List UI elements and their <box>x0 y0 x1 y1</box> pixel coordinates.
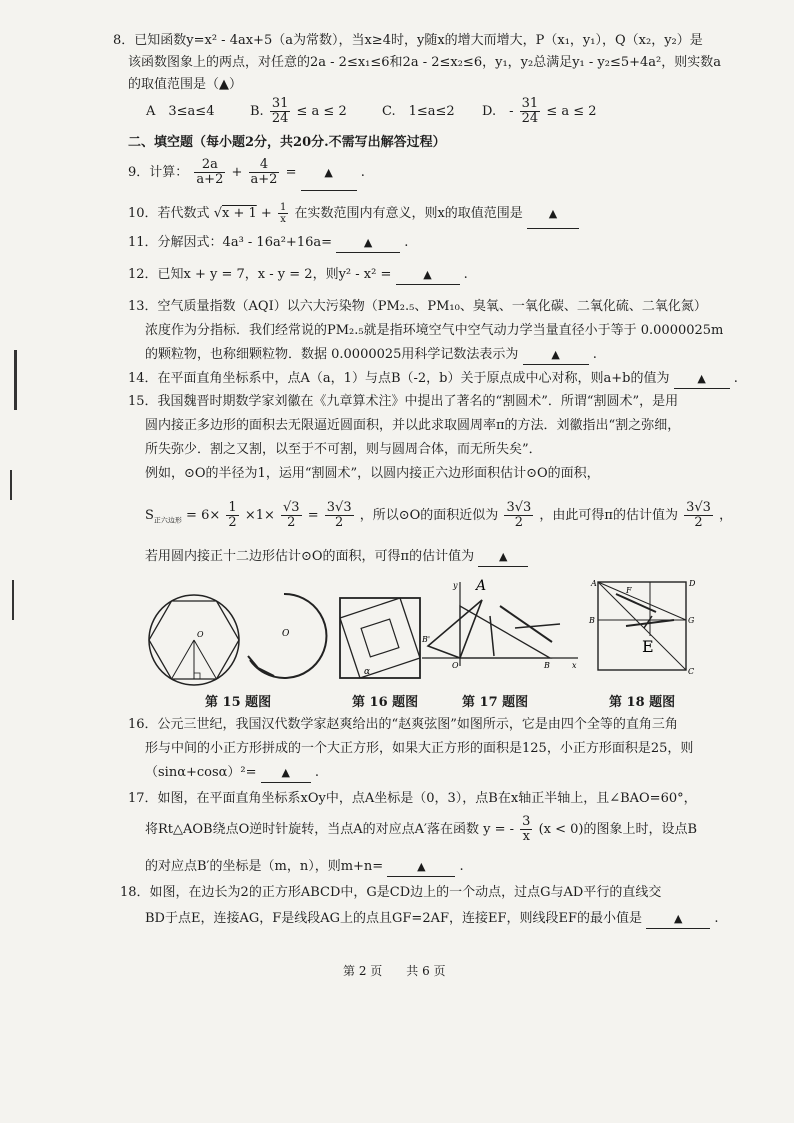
fig17-label-A: A <box>476 578 487 594</box>
q15-formula <box>145 496 732 536</box>
q15-half-den: 2 <box>228 515 237 530</box>
q12 <box>128 266 468 285</box>
fig18-label-E: E <box>642 637 654 656</box>
q17-line2b: (x < 0)的图象上时，设点B <box>538 822 698 837</box>
q15-s-eq: = 6× <box>186 508 221 523</box>
figure-15 <box>146 592 242 688</box>
q9-f2-den: a+2 <box>250 172 278 187</box>
fig16-hyp-4 <box>340 618 360 678</box>
q17-line3-text: 的对应点B′的坐标是（m，n），则m+n= <box>145 859 384 874</box>
q13-line3 <box>145 346 597 365</box>
q15-line3: 所失弥少．割之又割，以至于不可割，则与圆周合体，而无所失矣”． <box>145 442 542 457</box>
q8-line2: 该函数图象上的两点，对任意的2a - 2≤x₁≤6和2a - 2≤x₂≤6，y₁，y₂总满足y₁ - y₂≤5+4a²，则实数a <box>128 55 722 70</box>
q15-r33-den-1: 2 <box>335 515 344 530</box>
fig18-label-D: D <box>689 579 696 588</box>
q18-line2 <box>145 910 718 929</box>
q15-half <box>226 501 238 530</box>
q9-end: . <box>360 165 365 180</box>
q9-f2-num: 4 <box>249 158 280 173</box>
q15-line1: 15．我国魏晋时期数学家刘徽在《九章算术注》中提出了著名的“割圆术”．所谓“割圆术”，是用 <box>128 394 679 409</box>
q13-line3-text: 的颗粒物，也称细颗粒物．数据 0.0000025用科学记数法表示为 <box>145 347 519 362</box>
q11 <box>128 234 408 253</box>
fig16-label-O: O <box>282 629 290 639</box>
q17-line2 <box>145 812 697 848</box>
caption-fig17: 第 17 题图 <box>462 695 529 710</box>
q17-line1: 17．如图，在平面直角坐标系xOy中，点A坐标是（0，3），点B在x轴正半轴上，且∠BAO=60°， <box>128 791 697 806</box>
q13-end: . <box>592 347 597 362</box>
fig18-diagonal-BD <box>598 582 686 670</box>
q8-option-d-label: D. - <box>482 104 514 119</box>
q15-r3-num: √3 <box>283 500 300 515</box>
q10-fraction <box>278 202 288 225</box>
q16-answer-blank[interactable]: ▲ <box>261 764 311 783</box>
figure-16 <box>338 596 422 680</box>
fig16-outer-square <box>340 598 420 678</box>
q14-text: 14．在平面直角坐标系中，点A（a，1）与点B（-2，b）关于原点成中心对称，则a+b的值为 <box>128 371 670 386</box>
q14-end: . <box>733 371 738 386</box>
q15-r3-den: 2 <box>287 515 296 530</box>
q9-f1-den: a+2 <box>196 172 224 187</box>
fig16-hyp-2 <box>400 598 420 658</box>
q16-line3-text: （sinα+cosα）²= <box>145 765 257 780</box>
scan-mark <box>10 470 12 500</box>
q15-r33-frac-1 <box>325 501 354 530</box>
q8-option-d-den: 24 <box>521 111 539 126</box>
caption-fig16: 第 16 题图 <box>352 695 419 710</box>
q13-line1: 13．空气质量指数（AQI）以六大污染物（PM₂.₅、PM₁₀、臭氧、一氧化碳、二氧化硫、二氧化氮） <box>128 299 707 314</box>
q16-line1: 16．公元三世纪，我国汉代数学家赵爽给出的“赵爽弦图”如图所示，它是由四个全等的直角三角 <box>128 717 678 732</box>
q18-answer-blank[interactable]: ▲ <box>646 910 710 929</box>
q15-line6 <box>145 548 528 567</box>
q15-line2: 圆内接正多边形的面积去无限逼近圆面积，并以此求取圆周率π的方法．刘徽指出“割之弥细， <box>145 418 681 433</box>
fig17-label-Bprime: B' <box>422 635 431 644</box>
q15-r3-frac <box>281 501 302 530</box>
q15-line6-text: 若用圆内接正十二边形估计⊙O的面积，可得π的估计值为 <box>145 549 475 564</box>
q8-option-b-den: 24 <box>271 111 289 126</box>
q8-option-d <box>482 96 597 128</box>
figure-18 <box>586 576 698 676</box>
fig17-stroke-2 <box>490 616 494 656</box>
q8-option-b-tail: ≤ a ≤ 2 <box>296 104 347 119</box>
q16-line2: 形与中间的小正方形拼成的一个大正方形，如果大正方形的面积是125，小正方形面积是25，则 <box>145 741 694 756</box>
q9-answer-blank[interactable]: ▲ <box>301 156 357 191</box>
q17-f-den: x <box>522 829 530 844</box>
fig18-segment-AG <box>598 582 686 620</box>
q17-line3 <box>145 858 464 877</box>
fig17-stroke-3 <box>515 624 560 628</box>
q8-option-b-label: B. <box>250 104 264 119</box>
fig17-label-O: O <box>452 661 459 670</box>
q15-times: ×1× <box>244 508 275 523</box>
q8-option-b <box>250 96 347 128</box>
q11-end: . <box>404 235 409 250</box>
q10-sqrt: √x + 1 <box>213 206 257 221</box>
q16-end: . <box>314 765 319 780</box>
fig16-hyp-1 <box>340 598 400 618</box>
q15-r33-den-2: 2 <box>514 515 523 530</box>
q17-f-num: 3 <box>522 814 531 829</box>
fig17-stroke-1 <box>500 606 552 642</box>
q9-f1-num: 2a <box>194 158 225 173</box>
q15-r33-den-3: 2 <box>694 515 703 530</box>
q15-r33-num-2: 3√3 <box>506 500 532 515</box>
q9-fraction-2 <box>249 158 280 187</box>
q13-line2: 浓度作为分指标．我们经常说的PM₂.₅就是指环境空气中空气动力学当量直径小于等于 0.0000025m <box>145 323 724 338</box>
q9 <box>128 156 365 190</box>
q17-answer-blank[interactable]: ▲ <box>387 858 455 877</box>
q12-text: 12．已知x + y = 7，x - y = 2，则y² - x² = <box>128 267 392 282</box>
q18-line2-text: BD于点E，连接AG，F是线段AG上的点且GF=2AF，连接EF，则线段EF的最小值是 <box>145 911 643 926</box>
fig16-inner-square <box>361 619 399 657</box>
q8-option-b-fraction <box>270 97 291 126</box>
fig16-label-alpha: α <box>364 667 371 677</box>
q18-line1: 18．如图，在边长为2的正方形ABCD中，G是CD边上的一个动点，过点G与AD平行的直线交 <box>120 885 662 900</box>
q8-line3: 的取值范围是（▲） <box>128 77 242 92</box>
q15-line4: 例如，⊙O的半径为1，运用“割圆术”，以圆内接正六边形面积估计⊙O的面积， <box>145 466 600 481</box>
q8-option-b-num: 31 <box>271 96 289 111</box>
q16-line3 <box>145 764 319 783</box>
q15-eq2: = <box>307 508 319 523</box>
q14-answer-blank[interactable]: ▲ <box>674 370 730 389</box>
q9-plus: + <box>231 165 243 180</box>
q10-answer-blank[interactable]: ▲ <box>527 200 579 229</box>
q8-option-d-tail: ≤ a ≤ 2 <box>546 104 597 119</box>
section-title: 二、填空题（每小题2分，共20分.不需写出解答过程） <box>128 135 446 150</box>
fig16-polyline <box>248 656 274 676</box>
q15-half-num: 1 <box>228 500 237 515</box>
fig17-label-y: y <box>453 581 458 590</box>
q8-option-a: A 3≤a≤4 <box>146 104 215 119</box>
q9-eq: = <box>285 165 297 180</box>
q15-mid2: ，由此可得π的估计值为 <box>539 508 678 523</box>
q15-r33-num-1: 3√3 <box>326 500 352 515</box>
q15-s-label: S <box>145 508 154 523</box>
fig15-radius-1 <box>172 640 195 679</box>
caption-fig15: 第 15 题图 <box>205 695 272 710</box>
q15-r33-frac-3 <box>684 501 713 530</box>
q18-end: . <box>714 911 719 926</box>
q8-line1: 8．已知函数y=x² - 4ax+5（a为常数），当x≥4时，y随x的增大而增大，P（x₁，y₁），Q（x₂，y₂）是 <box>113 33 703 48</box>
figure-17 <box>420 576 584 672</box>
fig15-label-O: O <box>197 630 204 639</box>
fig17-rotated-triangle <box>428 600 482 658</box>
q15-answer-blank[interactable]: ▲ <box>478 548 528 567</box>
q17-fraction <box>520 815 532 844</box>
q15-r33-num-3: 3√3 <box>686 500 711 515</box>
fig18-label-C: C <box>688 667 695 676</box>
q17-end: . <box>459 859 464 874</box>
fig16-hidden <box>340 598 420 678</box>
page-number: 第 2 页 共 6 页 <box>343 964 446 978</box>
fig18-label-A: A <box>591 579 597 588</box>
q12-end: . <box>463 267 468 282</box>
q10-sqrt-content: x + 1 <box>221 206 257 221</box>
q15-r33-frac-2 <box>504 501 533 530</box>
q8-option-d-fraction <box>520 97 541 126</box>
q15-mid: ，所以⊙O的面积近似为 <box>359 508 499 523</box>
caption-fig18: 第 18 题图 <box>609 695 676 710</box>
fig15-right-angle <box>194 673 200 679</box>
scan-mark <box>14 350 17 410</box>
q10-plus: + <box>260 206 272 221</box>
q8-option-c: C. 1≤a≤2 <box>382 104 455 119</box>
q14 <box>128 370 738 389</box>
q10-f-den: x <box>280 214 286 225</box>
fig18-label-F: F <box>626 586 632 595</box>
q15-end: ， <box>719 508 733 523</box>
fig17-label-x: x <box>572 661 577 670</box>
fig18-label-B: B <box>589 616 595 625</box>
fig18-label-G: G <box>688 616 695 625</box>
q11-text: 11．分解因式：4a³ - 16a²+16a= <box>128 235 333 250</box>
q10 <box>128 200 579 228</box>
q17-line2a: 将Rt△AOB绕点O逆时针旋转，当点A的对应点A′落在函数 y = - <box>145 822 515 837</box>
q9-label: 9．计算： <box>128 165 189 180</box>
scan-mark <box>12 580 14 620</box>
q13-answer-blank[interactable]: ▲ <box>523 346 589 365</box>
q10-f-num: 1 <box>279 202 287 213</box>
q8-option-d-num: 31 <box>521 96 539 111</box>
q9-fraction-1 <box>194 158 225 187</box>
fig17-label-B: B <box>544 661 550 670</box>
q12-answer-blank[interactable]: ▲ <box>396 266 460 285</box>
q15-s-sub: 正六边形 <box>153 516 182 525</box>
q10-pre: 10．若代数式 <box>128 206 210 221</box>
q11-answer-blank[interactable]: ▲ <box>336 234 400 253</box>
figure-16-circle <box>238 590 330 682</box>
q10-post: 在实数范围内有意义，则x的取值范围是 <box>294 206 523 221</box>
